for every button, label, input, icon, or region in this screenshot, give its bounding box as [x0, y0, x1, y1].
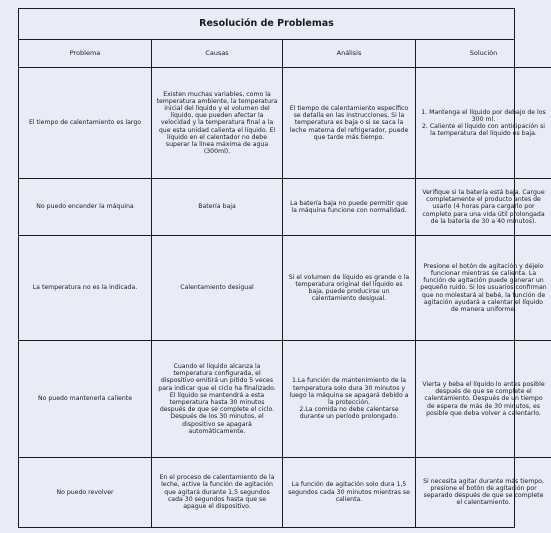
troubleshooting-table — [19, 40, 551, 527]
troubleshooting-sheet — [18, 8, 547, 528]
table-row — [19, 458, 551, 527]
header-solution: Solución — [416, 40, 551, 68]
cause-cell: Cuando el líquido alcanza la temperatura configurada, el dispositivo emitirá un pitido 5 veces para indicar que el ciclo ha finalizado. El líquido se mantendrá a esta temperatura hasta 30 minutos después de que se complete el ciclo. Después de los 30 minutos, el dispositivo se apagará automáticamente. — [152, 341, 283, 458]
problem-cell: La temperatura no es la indicada. — [19, 236, 152, 341]
analysis-cell: La batería baja no puede permitir que la máquina funcione con normalidad. — [283, 179, 416, 236]
cause-cell: En el proceso de calentamiento de la leche, active la función de agitación que agitará durante 1,5 segundos cada 30 segundos hasta que se apague el dispositivo. — [152, 458, 283, 527]
header-causes: Causas — [152, 40, 283, 68]
analysis-cell: Si el volumen de líquido es grande o la temperatura original del líquido es baja, puede producirse un calentamiento desigual. — [283, 236, 416, 341]
solution-cell: Presione el botón de agitación y déjelo funcionar mientras se calienta. La función de agitación puede generar un pequeño ruido. Si los usuarios confirman que no molestará al bebé, la función de agitación ayudará a calentar el líquido de manera uniforme. — [416, 236, 551, 341]
solution-cell: Si necesita agitar durante más tiempo, presione el botón de agitación por separado después de que se complete el calentamiento. — [416, 458, 551, 527]
page-title: Resolución de Problemas — [19, 9, 514, 40]
cause-cell: Existen muchas variables, como la temperatura ambiente, la temperatura inicial del líquido y el volumen del líquido, que pueden afectar la velocidad y la temperatura final a la que esta unidad calienta el líquido. El líquido en el calentador no debe superar la línea máxima de agua (300ml). — [152, 68, 283, 179]
cause-cell: Calentamiento desigual — [152, 236, 283, 341]
analysis-cell: 1.La función de mantenimiento de la temperatura solo dura 30 minutos y luego la máquina se apagará debido a la protección. 2.La comida no debe calentarse durante un período prolongado. — [283, 341, 416, 458]
analysis-cell: La función de agitación solo dura 1,5 segundos cada 30 minutos mientras se calienta. — [283, 458, 416, 527]
solution-cell: 1. Mantenga el líquido por debajo de los 300 ml. 2. Caliente el líquido con anticipación si la temperatura del líquido es baja. — [416, 68, 551, 179]
header-row — [19, 40, 551, 68]
analysis-cell: El tiempo de calentamiento específico se detalla en las instrucciones. Si la temperatura es baja o si se saca la leche materna del refrigerador, puede que tarde más tiempo. — [283, 68, 416, 179]
problem-cell: No puedo revolver — [19, 458, 152, 527]
problem-cell: No puedo mantenerla caliente — [19, 341, 152, 458]
solution-cell: Vierta y beba el líquido lo antes posible después de que se complete el calentamiento. Después de un tiempo de espera de más de 30 minutos, es posible que deba volver a calentarlo. — [416, 341, 551, 458]
header-analysis: Análisis — [283, 40, 416, 68]
table-row — [19, 236, 551, 341]
header-problem: Problema — [19, 40, 152, 68]
table-row — [19, 341, 551, 458]
solution-cell: Verifique si la batería está baja. Cargue completamente el producto antes de usarlo (4 horas para cargarlo por completo para una vida útil prolongada de la batería de 30 a 40 minutos). — [416, 179, 551, 236]
problem-cell: No puedo encender la máquina — [19, 179, 152, 236]
table-row — [19, 179, 551, 236]
table-row — [19, 68, 551, 179]
cause-cell: Batería baja — [152, 179, 283, 236]
problem-cell: El tiempo de calentamiento es largo — [19, 68, 152, 179]
